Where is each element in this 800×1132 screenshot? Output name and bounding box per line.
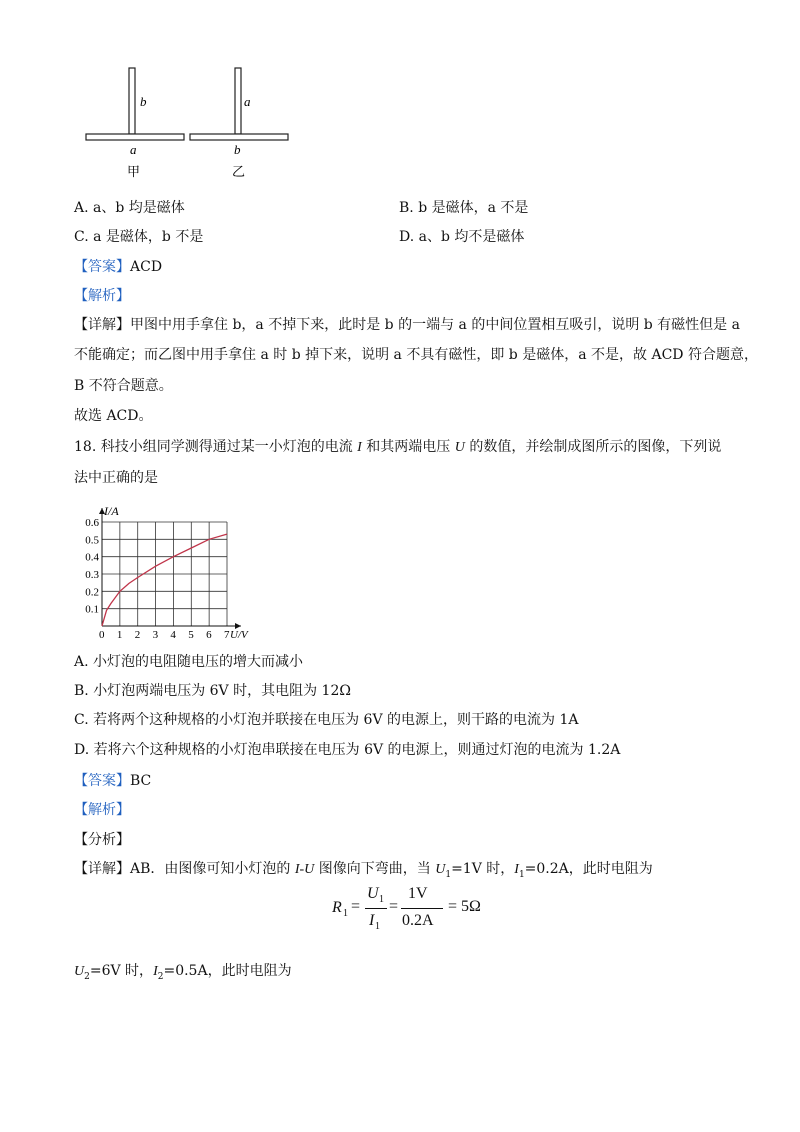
q17-detail-line-3: B 不符合题意。 — [74, 378, 173, 394]
q18-last-i-sub: 2 — [157, 971, 164, 982]
eq-den-I: I — [369, 912, 375, 929]
q18-stem-I: I — [357, 440, 362, 455]
eq-equals-2: = — [389, 898, 399, 915]
q18-detail-iu: I-U — [294, 862, 315, 877]
q18-detail-i1-sub: 1 — [518, 869, 525, 880]
x-tick-label: 3 — [152, 629, 159, 641]
y-tick-label: 0.1 — [85, 603, 99, 616]
answer-tag: 【答案】 — [74, 259, 130, 275]
q17-option-c: C. a 是磁体，b 不是 — [74, 229, 204, 245]
q18-fenxi-tag: 【分析】 — [74, 832, 130, 848]
q17-detail-line-2: 不能确定；而乙图中用手拿住 a 时 b 掉下来，说明 a 不具有磁性，即 b 是磁体，a 不是，故 ACD 符合题意， — [74, 347, 758, 363]
q17-option-a: A. a、b 均是磁体 — [74, 200, 185, 216]
q18-stem-U: U — [454, 440, 465, 455]
q18-last-line — [74, 961, 292, 987]
q18-last-a: =6V 时， — [89, 963, 154, 979]
q18-last-u-sub: 2 — [84, 971, 90, 982]
x-axis-label: U/V — [230, 629, 248, 641]
q18-last-i: I — [153, 964, 158, 979]
q18-last-u: U — [74, 964, 85, 979]
y-tick-label: 0.2 — [85, 586, 99, 599]
magnet-figure — [80, 62, 295, 187]
eq-num-U: U — [367, 885, 379, 902]
q17-conclusion: 故选 ACD。 — [74, 408, 153, 424]
q17-answer: ACD — [130, 259, 163, 275]
x-tick-label: 6 — [206, 629, 212, 641]
q18-detail-u1-sub: 1 — [445, 869, 452, 880]
y-tick-label: 0.3 — [85, 569, 99, 581]
q18-detail-1d: =0.2A，此时电阻为 — [524, 861, 653, 877]
x-tick-label: 0 — [99, 629, 105, 641]
eq-fraction-bar-2 — [401, 908, 443, 909]
q18-detail-1b: 图像向下弯曲，当 — [314, 861, 436, 877]
y-axis-label: I/A — [104, 504, 119, 518]
q17-answer-line — [74, 257, 162, 277]
eq-num-val: 1V — [408, 885, 428, 902]
q18-stem-b: 和其两端电压 — [361, 439, 455, 455]
q18-detail-1c: =1V 时， — [451, 861, 515, 877]
eq-result: = 5Ω — [448, 898, 481, 915]
y-tick-label: 0.6 — [85, 517, 99, 529]
yi-rod — [235, 68, 241, 134]
q18-stem-a: 18. 科技小组同学测得通过某一小灯泡的电流 — [74, 439, 358, 455]
jia-bar — [86, 134, 184, 140]
eq-R-sub: 1 — [343, 908, 348, 919]
eq-equals-1: = — [351, 898, 361, 915]
iu-chart — [74, 494, 284, 644]
jia-rod — [129, 68, 135, 134]
q18-option-b: B. 小灯泡两端电压为 6V 时，其电阻为 12Ω — [74, 683, 351, 699]
eq-num-U-sub: 1 — [379, 894, 384, 905]
y-tick-label: 0.4 — [85, 551, 99, 564]
q17-analysis-tag: 【解析】 — [74, 288, 130, 304]
x-tick-label: 5 — [188, 629, 194, 641]
q17-option-d: D. a、b 均不是磁体 — [399, 229, 525, 245]
detail-tag: 【详解】 — [74, 861, 130, 877]
q18-answer-line — [74, 771, 151, 791]
q18-option-d: D. 若将六个这种规格的小灯泡串联接在电压为 6V 的电源上，则通过灯泡的电流为 1.2A — [74, 742, 621, 758]
q18-detail-i1: I — [514, 862, 519, 877]
eq-den-I-sub: 1 — [375, 921, 380, 932]
iu-curve — [102, 534, 227, 626]
q18-option-a: A. 小灯泡的电阻随电压的增大而减小 — [74, 654, 304, 670]
q18-option-c: C. 若将两个这种规格的小灯泡并联接在电压为 6V 的电源上，则干路的电流为 1A — [74, 712, 579, 728]
q18-analysis-tag: 【解析】 — [74, 802, 130, 818]
eq-fraction-bar-1 — [365, 908, 387, 909]
q18-answer: BC — [130, 773, 152, 789]
q17-detail-line-1 — [74, 315, 740, 335]
x-tick-label: 1 — [116, 629, 123, 641]
detail-tag: 【详解】 — [74, 317, 130, 333]
yi-caption: 乙 — [232, 165, 246, 180]
q18-stem-c: 的数值，并绘制成图所示的图像，下列说 — [464, 439, 722, 455]
q18-stem-line-1 — [74, 437, 721, 458]
jia-bar-label: a — [130, 142, 137, 157]
q17-detail-1: 甲图中用手拿住 b，a 不掉下来，此时是 b 的一端与 a 的中间位置相互吸引，说明 b 有磁性但是 a — [130, 317, 740, 333]
x-tick-label: 7 — [224, 629, 230, 641]
eq-den-val: 0.2A — [402, 912, 434, 929]
x-tick-label: 2 — [134, 629, 141, 641]
q18-detail-u1: U — [435, 862, 446, 877]
eq-R: R — [332, 899, 342, 916]
q18-detail-1a: AB．由图像可知小灯泡的 — [130, 861, 295, 877]
yi-rod-label: a — [244, 94, 251, 109]
q17-option-b: B. b 是磁体，a 不是 — [399, 200, 529, 216]
jia-rod-label: b — [140, 94, 147, 109]
equation-r1 — [330, 880, 500, 940]
q18-stem-line-2: 法中正确的是 — [74, 470, 158, 486]
q18-last-b: =0.5A，此时电阻为 — [163, 963, 292, 979]
answer-tag: 【答案】 — [74, 773, 130, 789]
y-tick-label: 0.5 — [85, 534, 99, 547]
jia-caption: 甲 — [127, 165, 141, 180]
yi-bar — [190, 134, 288, 140]
x-tick-label: 4 — [170, 629, 176, 641]
yi-bar-label: b — [234, 142, 241, 157]
